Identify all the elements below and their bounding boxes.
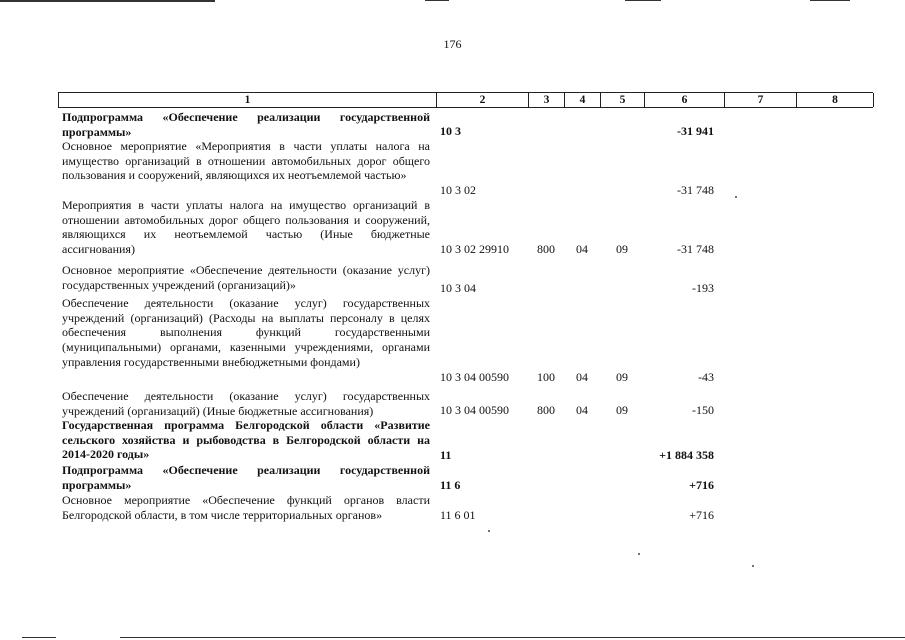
row-code: 11 6 01 [440, 508, 476, 522]
row-name: Основное мероприятие «Мероприятия в части уплаты налога на имущество организаций в отношении автомобильных дорог общего пользования и сооружений, являющихся их неотъемлемой частью» [62, 139, 430, 183]
row-sum: -31 748 [677, 183, 714, 197]
row-name: Мероприятия в части уплаты налога на имущество организаций в отношении автомобильных дорог общего пользования и сооружений, являющихся их неотъемлемой частью (Иные бюджетные ассигнования) [62, 198, 430, 257]
row-name: Основное мероприятие «Обеспечение функций органов власти Белгородской области, в том числе территориальных органов» [62, 493, 430, 522]
row-code: 11 [440, 448, 452, 462]
row-sum: +716 [689, 478, 714, 492]
row-pr: 09 [616, 242, 628, 256]
row-rz: 04 [576, 403, 588, 417]
scan-edge-bottom-left [22, 637, 56, 638]
column-header-4: 4 [565, 93, 601, 107]
row-sum: -43 [698, 370, 714, 384]
row-code: 11 6 [440, 478, 461, 492]
row-sum: -150 [692, 403, 714, 417]
row-code: 10 3 04 00590 [440, 370, 509, 384]
row-name: Государственная программа Белгородской области «Развитие сельского хозяйства и рыбоводства в Белгородской области на 2014-2020 годы» [62, 418, 430, 462]
scan-speck [488, 530, 490, 532]
row-sum: -193 [692, 281, 714, 295]
column-header-6: 6 [645, 93, 725, 107]
scan-speck [735, 196, 737, 198]
row-code: 10 3 02 29910 [440, 242, 509, 256]
scan-edge-top-right [625, 0, 661, 1]
row-name: Обеспечение деятельности (оказание услуг) государственных учреждений (организаций) (Расходы на выплаты персоналу в целях обеспечения выполнения функций государственными (муниципальными) органами, казенными учреждениями, органами управления государственными внебюджетными фондами) [62, 296, 430, 369]
row-name: Основное мероприятие «Обеспечение деятельности (оказание услуг) государственных учреждений (организаций)» [62, 263, 430, 292]
column-header-8: 8 [797, 93, 874, 107]
column-header-1: 1 [59, 93, 437, 107]
row-name: Подпрограмма «Обеспечение реализации государственной программы» [62, 463, 430, 492]
row-pr: 09 [616, 370, 628, 384]
scan-speck [638, 553, 640, 555]
scan-edge-top-mid [425, 0, 449, 1]
column-header-5: 5 [601, 93, 645, 107]
column-header-7: 7 [725, 93, 797, 107]
row-pr: 09 [616, 403, 628, 417]
scan-edge-top-left [0, 0, 215, 2]
row-code: 10 3 [440, 124, 461, 138]
row-vr: 800 [537, 403, 555, 417]
column-header-2: 2 [437, 93, 529, 107]
page-number: 176 [443, 37, 462, 51]
row-name: Подпрограмма «Обеспечение реализации государственной программы» [62, 110, 430, 139]
row-code: 10 3 02 [440, 183, 476, 197]
table-header-row [58, 92, 873, 108]
column-header-3: 3 [529, 93, 565, 107]
scan-speck [752, 565, 754, 567]
row-rz: 04 [576, 370, 588, 384]
row-sum: +1 884 358 [659, 448, 714, 462]
row-vr: 100 [537, 370, 555, 384]
row-rz: 04 [576, 242, 588, 256]
row-name: Обеспечение деятельности (оказание услуг) государственных учреждений (организаций) (Иные бюджетные ассигнования) [62, 389, 430, 418]
scan-edge-top-far [810, 0, 850, 1]
row-code: 10 3 04 00590 [440, 403, 509, 417]
row-code: 10 3 04 [440, 281, 476, 295]
row-sum: -31 748 [677, 242, 714, 256]
row-sum: -31 941 [677, 124, 714, 138]
row-sum: +716 [689, 508, 714, 522]
scan-edge-bottom [120, 637, 905, 638]
row-vr: 800 [537, 242, 555, 256]
